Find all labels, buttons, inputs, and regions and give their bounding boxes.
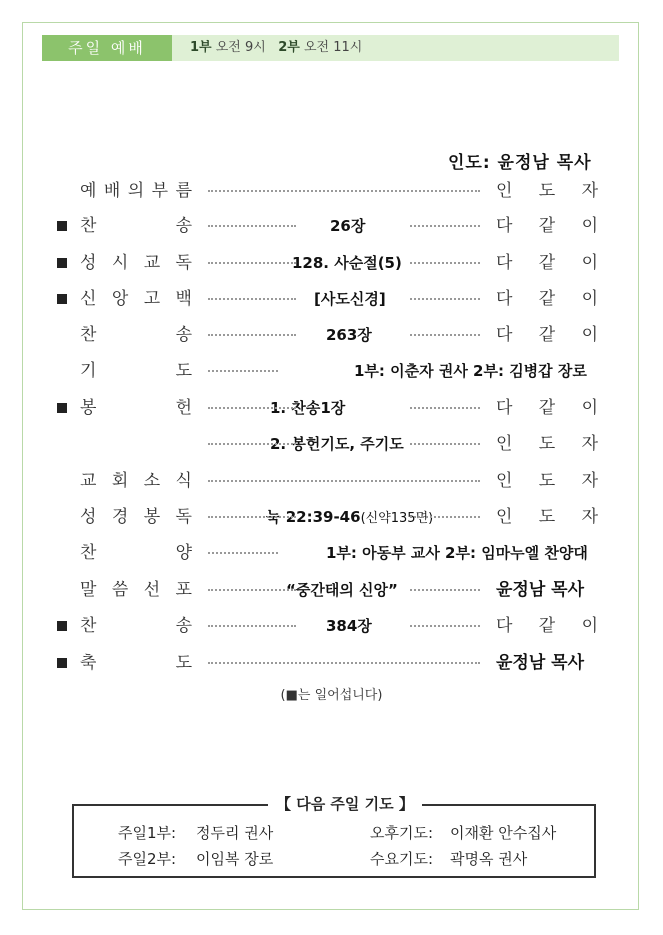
order-label-char: 교 <box>143 253 161 273</box>
order-label <box>80 504 192 530</box>
order-label-char: 예 <box>80 181 97 201</box>
dot-leader <box>410 625 480 627</box>
order-row <box>0 395 663 421</box>
order-leader-text: 다 <box>496 289 513 309</box>
order-content <box>326 322 372 348</box>
order-leader <box>496 213 598 239</box>
stand-bullet-icon <box>57 403 67 413</box>
order-leader-text: 자 <box>581 507 598 527</box>
order-leader-text: 도 <box>538 471 556 491</box>
order-leader-text: 도 <box>538 434 556 454</box>
order-leader-text: 인 <box>496 434 513 454</box>
order-leader-text: 인 <box>496 471 513 491</box>
order-leader-text: 자 <box>581 434 598 454</box>
order-label-char: 송 <box>175 216 192 236</box>
order-content <box>266 504 433 532</box>
order-leader <box>496 431 598 457</box>
order-content-text: 128. 사순절(5) <box>292 254 402 272</box>
order-leader <box>496 395 598 421</box>
order-leader <box>496 178 598 204</box>
order-label-char: 봉 <box>143 507 161 527</box>
order-row <box>0 431 663 457</box>
order-content-text: 1. 찬송1장 <box>270 399 346 417</box>
order-content-text: “중간태의 신앙” <box>286 581 398 599</box>
order-leader-text: 자 <box>581 181 598 201</box>
leader-line: 인도: 윤정남 목사 <box>448 153 592 173</box>
order-label-char: 성 <box>80 253 97 273</box>
dot-leader <box>208 190 480 192</box>
order-row <box>0 613 663 639</box>
dot-leader <box>208 407 296 409</box>
order-content-text: 눅 22:39-46 <box>266 508 361 526</box>
order-label-char: 찬 <box>80 325 97 345</box>
order-leader-text: 이 <box>581 616 598 636</box>
order-row <box>0 286 663 312</box>
order-label <box>80 286 192 312</box>
stand-bullet-icon <box>57 621 67 631</box>
order-leader <box>496 650 598 676</box>
order-leader-text: 윤정남 목사 <box>496 580 585 600</box>
order-row <box>0 468 663 494</box>
order-content <box>286 577 398 603</box>
stand-bullet-icon <box>57 221 67 231</box>
order-row <box>0 213 663 239</box>
order-label-char: 식 <box>175 471 192 491</box>
dot-leader <box>208 443 296 445</box>
order-label-char: 송 <box>175 325 192 345</box>
order-leader-text: 도 <box>538 507 556 527</box>
order-label-char: 경 <box>111 507 129 527</box>
prayer-right-name-1: 이재환 안수집사 <box>450 824 557 842</box>
header-tab: 주일 예배 <box>42 35 172 61</box>
order-label-char: 교 <box>80 471 97 491</box>
order-leader-text: 인 <box>496 507 513 527</box>
order-leader-text: 같 <box>538 216 556 236</box>
order-label <box>80 577 192 603</box>
service1-time: 오전 9시 <box>215 40 266 55</box>
prayer-left-label-2: 주일2부: <box>118 850 177 868</box>
order-label-char: 소 <box>143 471 161 491</box>
dot-leader <box>208 298 296 300</box>
order-leader <box>496 468 598 494</box>
prayer-right-label-2: 수요기도: <box>370 850 434 868</box>
order-label-char: 신 <box>80 289 97 309</box>
dot-leader <box>208 225 296 227</box>
order-label-char: 씀 <box>111 580 129 600</box>
order-label-char: 름 <box>175 181 192 201</box>
order-label <box>80 540 192 566</box>
order-label-char: 시 <box>111 253 129 273</box>
order-label-char: 회 <box>111 471 129 491</box>
order-label-char: 독 <box>175 507 192 527</box>
order-row <box>0 250 663 276</box>
order-leader <box>496 286 598 312</box>
order-label-char: 도 <box>175 361 192 381</box>
dot-leader <box>410 407 480 409</box>
order-row <box>0 577 663 603</box>
order-label-char: 양 <box>175 543 192 563</box>
stand-bullet-icon <box>57 658 67 668</box>
service1-label: 1부 <box>190 40 212 55</box>
order-content <box>326 540 588 566</box>
order-label-char: 고 <box>143 289 161 309</box>
order-row <box>0 650 663 676</box>
order-label-char: 축 <box>80 653 97 673</box>
order-row <box>0 322 663 348</box>
dot-leader <box>208 625 296 627</box>
order-content-text: 26장 <box>330 217 366 235</box>
order-leader-text: 같 <box>538 253 556 273</box>
order-label <box>80 613 192 639</box>
order-content-text: 1부: 아동부 교사 2부: 임마누엘 찬양대 <box>326 544 588 562</box>
order-label <box>80 178 192 204</box>
order-label-char: 찬 <box>80 216 97 236</box>
dot-leader <box>208 480 480 482</box>
dot-leader <box>410 516 480 518</box>
order-leader-text: 이 <box>581 253 598 273</box>
stand-bullet-icon <box>57 258 67 268</box>
next-prayer-title: 【 다음 주일 기도 】 <box>268 793 422 814</box>
order-label <box>80 650 192 676</box>
order-leader-text: 윤정남 목사 <box>496 653 585 673</box>
prayer-left-label-1: 주일1부: <box>118 824 177 842</box>
order-row <box>0 540 663 566</box>
order-row <box>0 358 663 384</box>
dot-leader <box>208 370 278 372</box>
dot-leader <box>410 443 480 445</box>
order-leader-text: 도 <box>538 181 556 201</box>
dot-leader <box>410 262 480 264</box>
order-leader-text: 같 <box>538 325 556 345</box>
order-leader-text: 같 <box>538 616 556 636</box>
order-leader <box>496 504 598 530</box>
order-row <box>0 178 663 204</box>
order-leader-text: 이 <box>581 216 598 236</box>
order-content-text: 1부: 이춘자 권사 2부: 김병갑 장로 <box>354 362 587 380</box>
order-label <box>80 358 192 384</box>
order-label <box>80 322 192 348</box>
order-content-ref: (신약135면) <box>360 511 434 526</box>
order-leader <box>496 322 598 348</box>
dot-leader <box>208 552 278 554</box>
stand-bullet-icon <box>57 294 67 304</box>
order-label-char: 성 <box>80 507 97 527</box>
order-content <box>292 250 402 276</box>
order-leader-text: 인 <box>496 181 513 201</box>
order-label-char: 도 <box>175 653 192 673</box>
order-leader-text: 다 <box>496 253 513 273</box>
order-label-char: 봉 <box>80 398 97 418</box>
dot-leader <box>410 589 480 591</box>
order-label-char: 찬 <box>80 616 97 636</box>
order-leader-text: 같 <box>538 398 556 418</box>
dot-leader <box>410 225 480 227</box>
order-label <box>80 250 192 276</box>
order-leader-text: 자 <box>581 471 598 491</box>
order-leader-text: 이 <box>581 398 598 418</box>
order-label-char: 백 <box>175 289 192 309</box>
order-leader-text: 이 <box>581 325 598 345</box>
order-content-text: 263장 <box>326 326 372 344</box>
order-leader <box>496 577 598 603</box>
service2-label: 2부 <box>278 40 300 55</box>
prayer-left-name-2: 이임복 장로 <box>196 850 274 868</box>
order-label <box>80 213 192 239</box>
order-label <box>80 468 192 494</box>
order-leader-text: 다 <box>496 216 513 236</box>
dot-leader <box>208 589 296 591</box>
order-label-char: 말 <box>80 580 97 600</box>
order-content-text: 384장 <box>326 617 372 635</box>
order-label <box>80 395 192 421</box>
order-leader <box>496 613 598 639</box>
order-label-char: 의 <box>127 181 145 201</box>
order-label-char: 독 <box>175 253 192 273</box>
order-content <box>314 286 386 312</box>
service2-time: 오전 11시 <box>303 40 363 55</box>
order-leader <box>496 250 598 276</box>
order-row <box>0 504 663 530</box>
order-content <box>330 213 365 239</box>
dot-leader <box>410 298 480 300</box>
order-label-char: 배 <box>103 181 121 201</box>
order-content-text: 2. 봉헌기도, 주기도 <box>270 435 404 453</box>
order-label-char: 선 <box>143 580 161 600</box>
dot-leader <box>208 516 296 518</box>
dot-leader <box>208 334 296 336</box>
order-leader-text: 이 <box>581 289 598 309</box>
order-leader-text: 다 <box>496 398 513 418</box>
order-content-text: [사도신경] <box>314 290 386 308</box>
order-content <box>354 358 587 384</box>
order-label-char: 기 <box>80 361 97 381</box>
order-leader-text: 같 <box>538 289 556 309</box>
order-label-char: 앙 <box>111 289 129 309</box>
prayer-right-name-2: 곽명옥 권사 <box>450 850 528 868</box>
order-label-char: 부 <box>151 181 169 201</box>
order-label-char: 헌 <box>175 398 192 418</box>
standing-note: (■는 일어섭니다) <box>280 688 383 703</box>
order-leader-text: 다 <box>496 325 513 345</box>
dot-leader <box>208 662 480 664</box>
order-label-char: 포 <box>175 580 192 600</box>
order-label-char: 찬 <box>80 543 97 563</box>
prayer-left-name-1: 정두리 권사 <box>196 824 274 842</box>
order-label-char: 송 <box>175 616 192 636</box>
service-times <box>190 35 362 61</box>
order-content <box>326 613 372 639</box>
prayer-right-label-1: 오후기도: <box>370 824 434 842</box>
order-leader-text: 다 <box>496 616 513 636</box>
dot-leader <box>410 334 480 336</box>
dot-leader <box>208 262 296 264</box>
